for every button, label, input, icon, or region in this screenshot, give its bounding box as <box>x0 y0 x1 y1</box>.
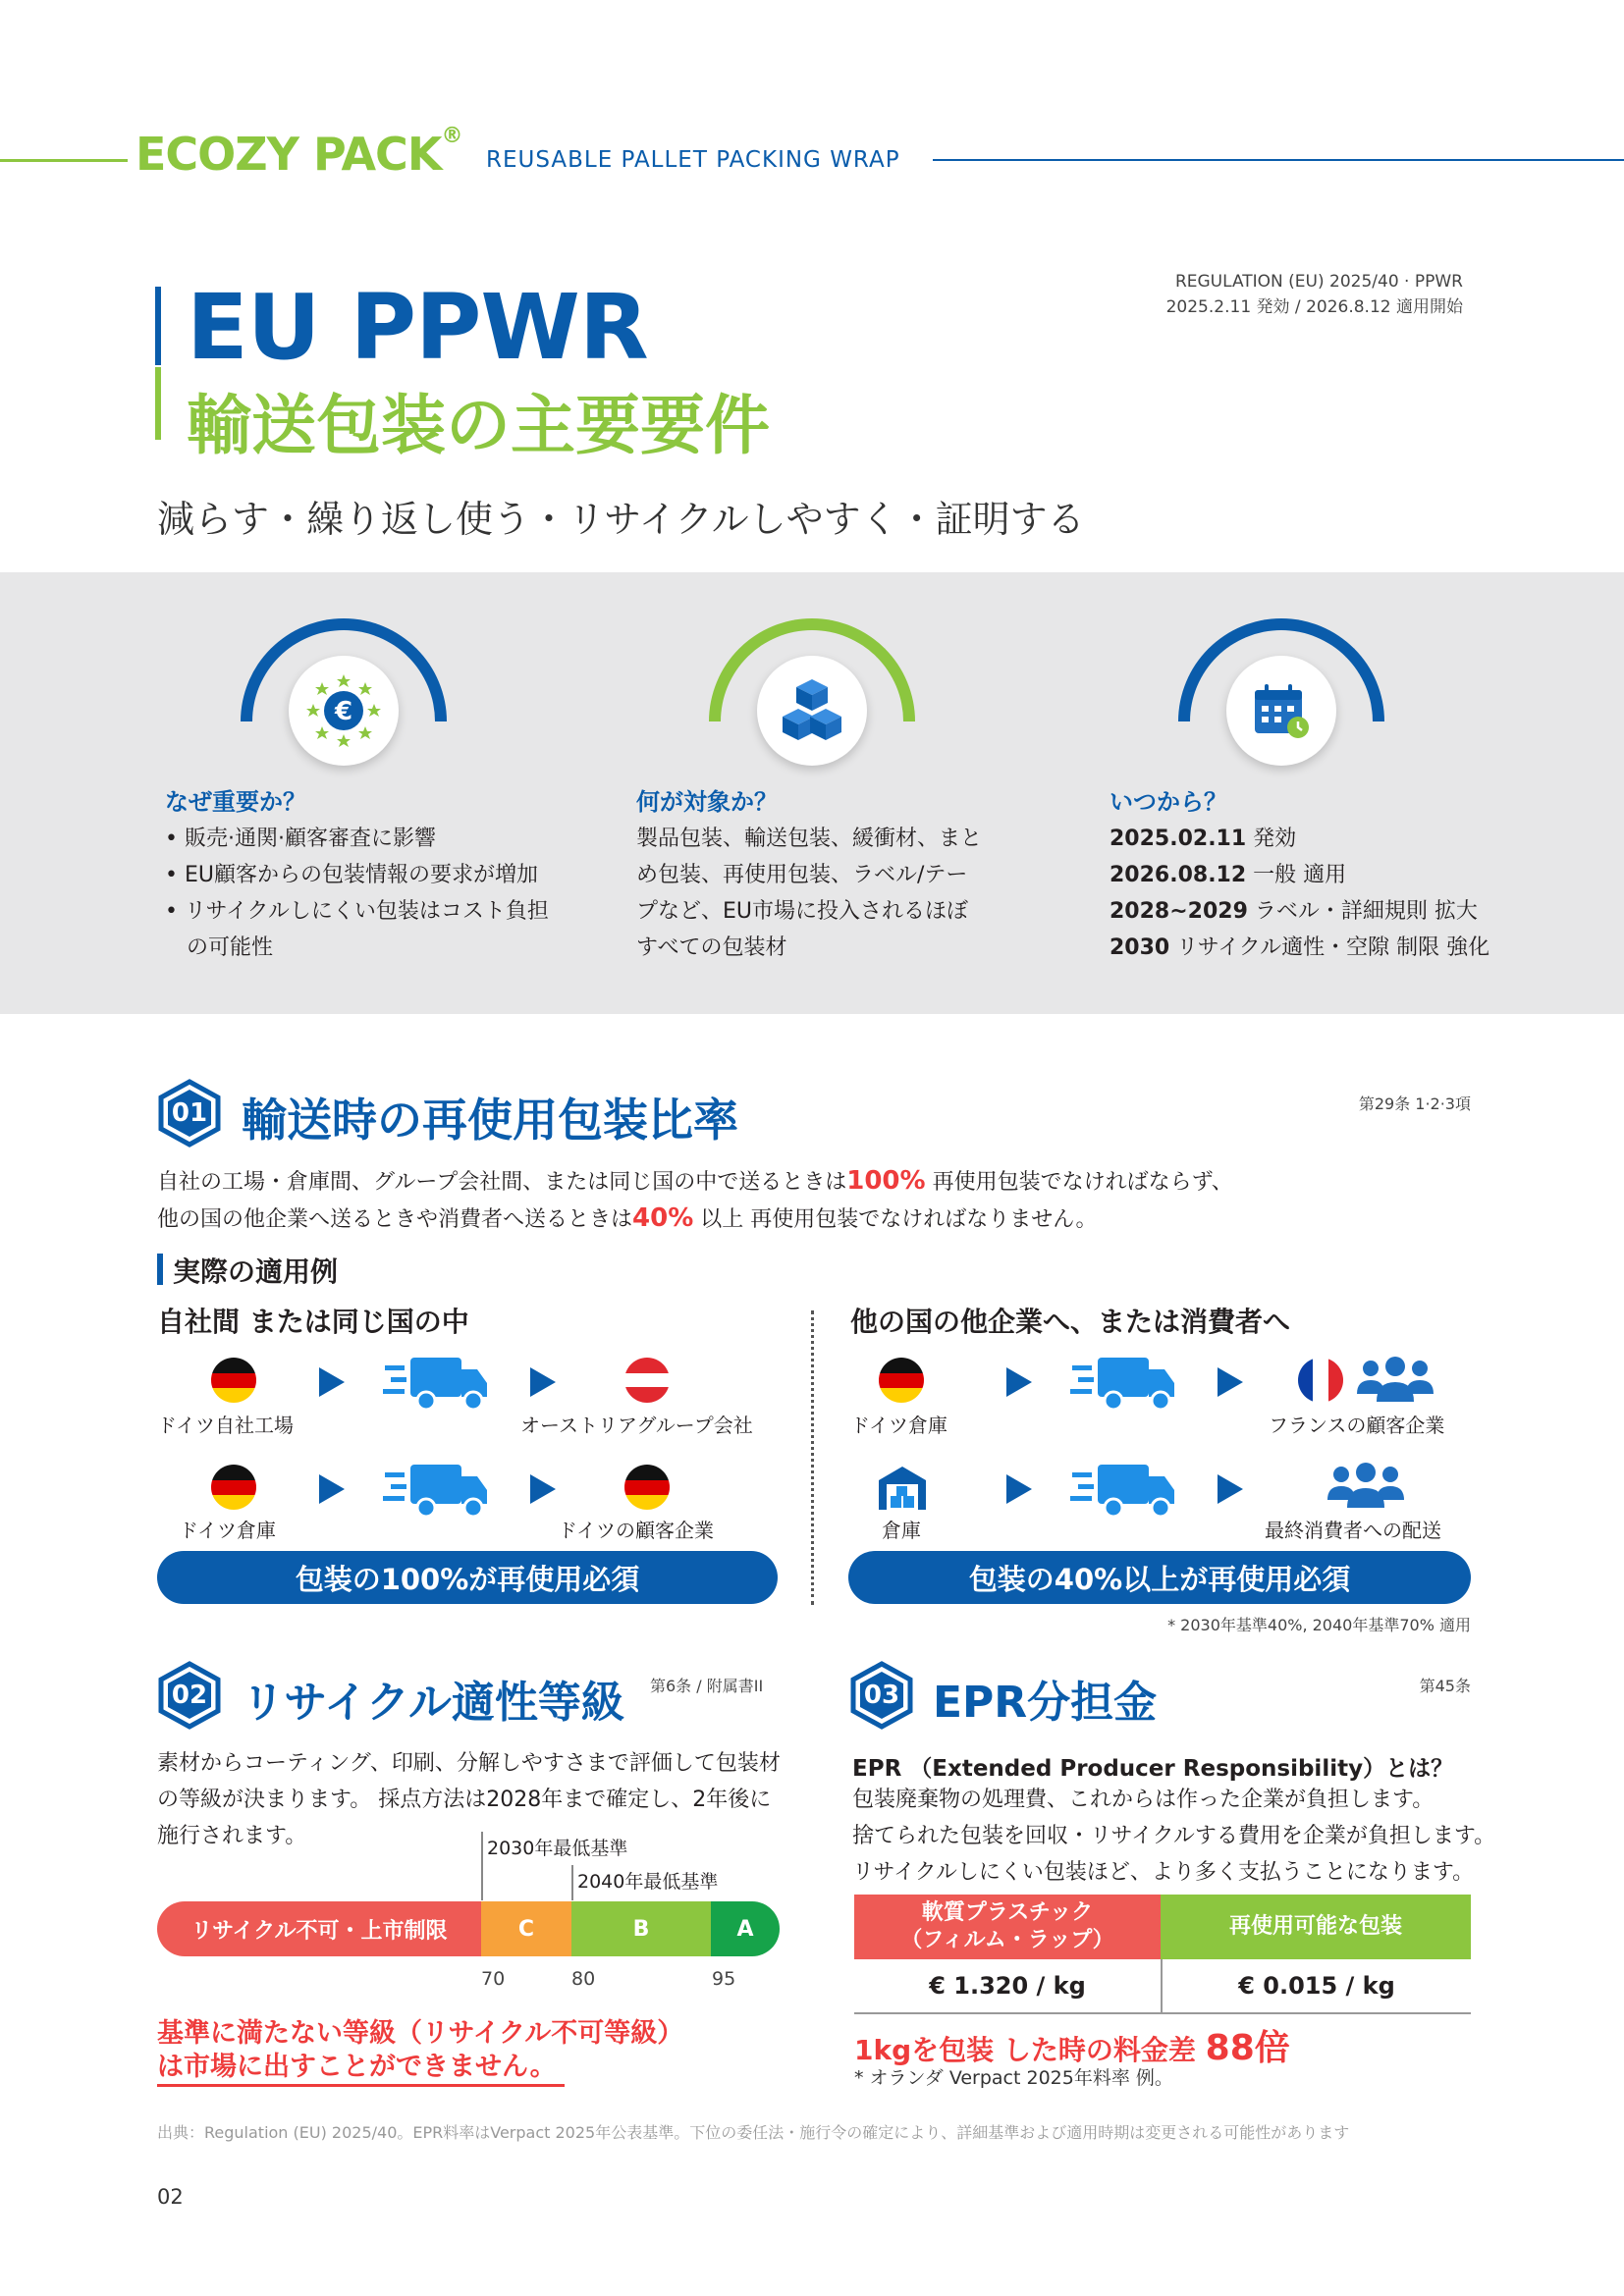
grade-bar <box>157 1901 780 1956</box>
warning-underline <box>157 2084 565 2087</box>
page-tagline: 減らす・繰り返し使う・リサイクルしやすく・証明する <box>157 498 1085 541</box>
destination-label: オーストリアグループ会社 <box>520 1414 753 1437</box>
section-title: EPR分担金 <box>933 1678 1158 1728</box>
section-title: 輸送時の再使用包装比率 <box>242 1094 738 1147</box>
section-title: リサイクル適性等級 <box>242 1678 624 1728</box>
arrow-icon <box>530 1367 556 1397</box>
euro-icon <box>289 656 399 766</box>
arrow-icon <box>319 1474 345 1504</box>
footnote: * 2030年基準40%, 2040年基準70% 適用 <box>1167 1616 1471 1634</box>
section-description: 素材からコーティング、印刷、分解しやすさまで評価して包装材 の等級が決まります。 採点方法は2028年まで確定し、2年後に 施行されます。 <box>157 1751 781 1848</box>
requirement-pill: 包装の40%以上が再使用必須 <box>848 1551 1471 1604</box>
what-heading: 何が対象か？ <box>636 788 778 816</box>
svg-text:€: € <box>334 697 353 726</box>
tick-label: 95 <box>712 1968 736 1990</box>
example-right-title: 他の国の他企業へ、または消費者へ <box>850 1306 1291 1338</box>
example-heading: 実際の適用例 <box>173 1255 339 1288</box>
fee-value-reusable: € 0.015 / kg <box>1163 1959 1471 2014</box>
section-number: 02 <box>171 1681 208 1710</box>
arrow-icon <box>530 1474 556 1504</box>
fee-difference: 1kgを包装 した時の料金差 88倍 <box>854 2028 1290 2068</box>
article-reference: 第45条 <box>1419 1677 1471 1695</box>
warehouse-icon <box>877 1463 928 1512</box>
origin-label: ドイツ倉庫 <box>850 1414 947 1437</box>
grade-b: B <box>571 1901 711 1956</box>
germany-flag-icon <box>211 1358 256 1403</box>
label-2040-minimum: 2040年最低基準 <box>577 1871 719 1893</box>
origin-label: ドイツ自社工場 <box>157 1414 294 1437</box>
title-accent-green <box>155 367 161 440</box>
germany-flag-icon <box>879 1358 924 1403</box>
example-left-title: 自社間 または同じ国の中 <box>157 1306 469 1338</box>
section-description: 包装廃棄物の処理費、これからは作った企業が負担します。 捨てられた包装を回収・リサイクルする費用を企業が負担します。 リサイクルしにくい包装ほど、より多く支払うことになります。 <box>852 1788 1496 1885</box>
requirement-pill: 包装の100%が再使用必須 <box>157 1551 778 1604</box>
fee-header-reusable: 再使用可能な包装 <box>1161 1895 1471 1959</box>
destination-label: ドイツの顧客企業 <box>558 1519 714 1542</box>
grade-fail: リサイクル不可・上市制限 <box>157 1901 481 1956</box>
article-reference: 第6条 / 附属書II <box>650 1677 764 1695</box>
title-accent-blue <box>155 287 161 365</box>
page-number: 02 <box>157 2185 184 2209</box>
truck-icon <box>1070 1350 1178 1415</box>
brand-logo: ECOZY PACK® <box>135 124 462 181</box>
france-flag-icon <box>1298 1358 1343 1403</box>
austria-flag-icon <box>624 1358 670 1403</box>
brand-tagline: REUSABLE PALLET PACKING WRAP <box>486 147 900 173</box>
origin-label: ドイツ倉庫 <box>179 1519 276 1542</box>
section-number: 01 <box>171 1098 208 1128</box>
page-subtitle-main: 輸送包装の主要要件 <box>187 388 770 463</box>
grade-a: A <box>711 1901 780 1956</box>
why-list: • 販売·通関·顧客審査に影響 • EU顧客からの包装情報の要求が増加 • リサイクルしにくい包装はコスト負担 の可能性 <box>165 827 549 960</box>
truck-icon <box>1070 1457 1178 1522</box>
destination-label: 最終消費者への配送 <box>1265 1519 1441 1542</box>
section-number: 03 <box>863 1681 900 1710</box>
arrow-icon <box>1218 1474 1243 1504</box>
warning-text: 基準に満たない等級（リサイクル不可等級） は市場に出すことができません。 <box>157 2018 684 2082</box>
page-title: EU PPWR <box>187 275 648 380</box>
germany-flag-icon <box>624 1465 670 1510</box>
header-rule-left <box>0 159 128 162</box>
grade-c: C <box>481 1901 571 1956</box>
source-note: 出典：Regulation (EU) 2025/40。EPR料率はVerpact 2025年公表基準。下位の委任法・施行令の確定により、詳細基準および適用時期は変更される可能性があります <box>157 2123 1350 2142</box>
germany-flag-icon <box>211 1465 256 1510</box>
people-group-icon <box>1326 1461 1406 1512</box>
marker-line-2030 <box>481 1832 483 1900</box>
arrow-icon <box>1218 1367 1243 1397</box>
destination-label: フランスの顧客企業 <box>1269 1414 1445 1437</box>
people-group-icon <box>1355 1355 1435 1406</box>
header-rule-right <box>933 159 1624 161</box>
why-heading: なぜ重要か？ <box>165 788 306 816</box>
marker-line-2040 <box>571 1865 573 1900</box>
tick-label: 80 <box>571 1968 596 1990</box>
label-2030-minimum: 2030年最低基準 <box>487 1838 628 1859</box>
boxes-icon <box>757 656 867 766</box>
truck-icon <box>383 1457 491 1522</box>
tick-label: 70 <box>481 1968 506 1990</box>
arrow-icon <box>1006 1474 1032 1504</box>
column-divider <box>811 1310 814 1605</box>
article-reference: 第29条 1·2·3項 <box>1358 1095 1471 1113</box>
arrow-icon <box>1006 1367 1032 1397</box>
epr-question: EPR （Extended Producer Responsibility）とは？ <box>852 1756 1454 1782</box>
arrow-icon <box>319 1367 345 1397</box>
footnote: * オランダ Verpact 2025年料率 例。 <box>854 2067 1173 2089</box>
when-heading: いつから？ <box>1110 788 1227 816</box>
truck-icon <box>383 1350 491 1415</box>
regulation-info: REGULATION (EU) 2025/40 · PPWR 2025.2.11 発効 / 2026.8.12 適用開始 <box>1165 272 1463 317</box>
when-timeline: 2025.02.11 発効 2026.08.12 一般 適用 2028~2029 ラベル・詳細規則 拡大 2030 リサイクル適性・空隙 制限 強化 <box>1110 827 1490 960</box>
fee-value-flexible-plastic: € 1.320 / kg <box>854 1959 1163 2014</box>
origin-label: 倉庫 <box>882 1519 921 1542</box>
subheading-accent <box>157 1254 163 1285</box>
calendar-icon <box>1226 656 1336 766</box>
what-text: 製品包装、輸送包装、緩衝材、まと め包装、再使用包装、ラベル/テー プなど、EU市場に投入されるほぼ すべての包装材 <box>636 827 983 960</box>
fee-header-flexible-plastic: 軟質プラスチック （フィルム・ラップ） <box>854 1895 1161 1959</box>
section-description: 自社の工場・倉庫間、グループ会社間、または同じ国の中で送るときは100% 再使用包装でなければならず、 他の国の他企業へ送るときや消費者へ送るときは40% 以上 再使用包装でなければなりません。 <box>157 1166 1233 1233</box>
